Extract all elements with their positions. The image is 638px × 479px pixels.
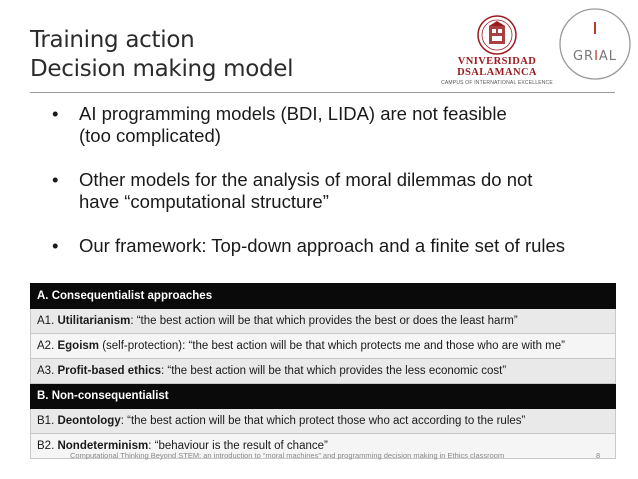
page-number: 8 [596, 451, 601, 460]
bullet-item: • Our framework: Top-down approach and a finite set of rules [52, 235, 612, 257]
slide-footer: Computational Thinking Beyond STEM: an introduction to “moral machines” and programming decision making in Ethics classroom [70, 451, 505, 460]
table-row: A3. Profit-based ethics: “the best action will be that which provides the less economic cost” [31, 359, 616, 384]
table-row: A1. Utilitarianism: “the best action will be that which provides the best or does the least harm” [31, 309, 616, 334]
table-row: A2. Egoism (self-protection): “the best action will be that which protects me and those who are with me” [31, 334, 616, 359]
grial-wordmark: GRIAL [572, 49, 618, 64]
university-subtitle: CAMPUS OF INTERNATIONAL EXCELLENCE [441, 80, 553, 86]
slide-title [30, 26, 293, 84]
table-row: B2. Nondeterminism: “behaviour is the result of chance” [31, 434, 616, 459]
university-seal-icon [473, 14, 521, 56]
university-name: VNIVERSIDAD DSALAMANCA [457, 56, 537, 78]
university-logo [441, 14, 553, 90]
table-row: B1. Deontology: “the best action will be that which protect those who act according to the rules” [31, 409, 616, 434]
bullet-list [52, 103, 612, 257]
grial-logo [557, 6, 633, 87]
ethics-approaches-table [30, 283, 616, 459]
section-header-b: B. Non-consequentialist [31, 384, 616, 409]
bullet-item: • Other models for the analysis of moral dilemmas do not have “computational structure” [52, 169, 612, 213]
section-header-a: A. Consequentialist approaches [31, 284, 616, 309]
bullet-item: • AI programming models (BDI, LIDA) are not feasible (too complicated) [52, 103, 612, 147]
grial-circle-icon [557, 6, 633, 82]
slide-title-line2: Decision making model [30, 56, 294, 82]
slide-title-line1: Training action [30, 27, 195, 53]
title-divider [30, 92, 615, 93]
